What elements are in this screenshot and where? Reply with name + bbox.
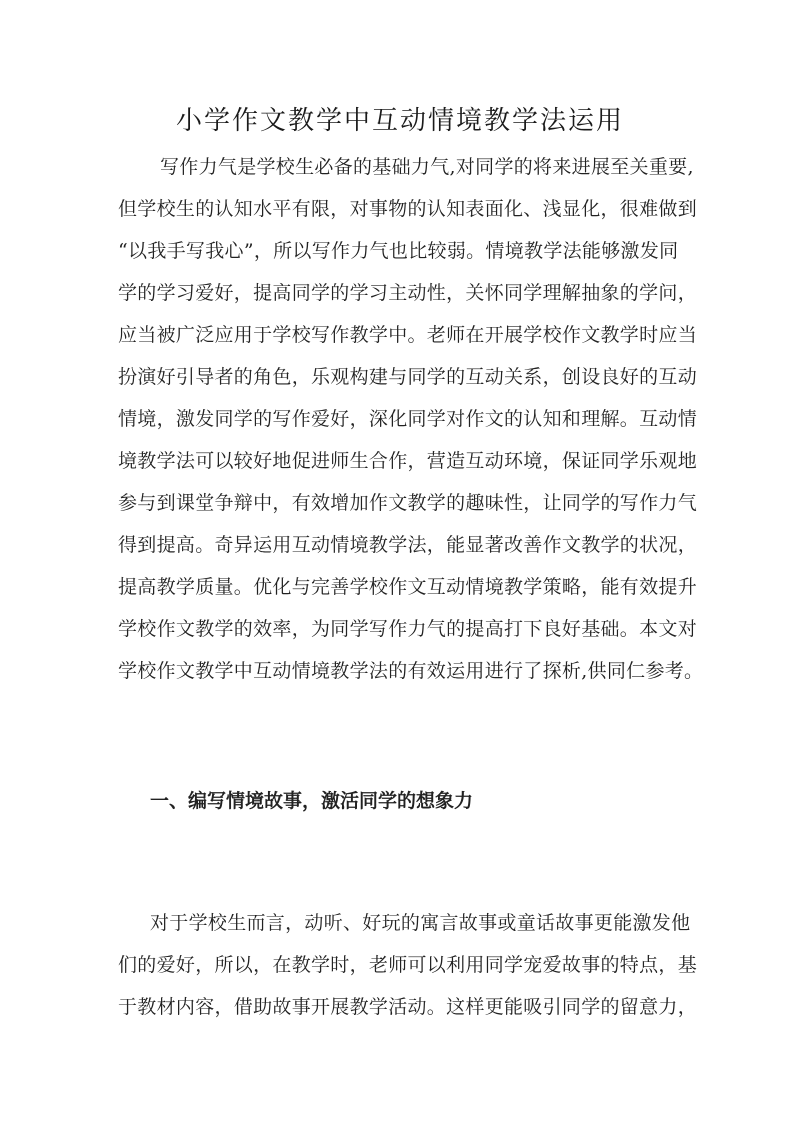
paragraph-line: 于教材内容，借助故事开展教学活动。这样更能吸引同学的留意力， — [118, 996, 698, 1018]
paragraph-line: 情境，激发同学的写作爱好，深化同学对作文的认知和理解。互动情 — [118, 408, 698, 430]
document-title: 小学作文教学中互动情境教学法运用 — [175, 106, 624, 136]
paragraph-line: 参与到课堂争辩中，有效增加作文教学的趣味性，让同学的写作力气 — [118, 492, 698, 514]
paragraph-line: 学校作文教学的效率，为同学写作力气的提高打下良好基础。本文对 — [118, 618, 698, 640]
section-heading: 一、编写情境故事，激活同学的想象力 — [150, 790, 474, 812]
paragraph-line: 扮演好引导者的角色，乐观构建与同学的互动关系，创设良好的互动 — [118, 366, 698, 388]
paragraph-line: 学校作文教学中互动情境教学法的有效运用进行了探析,供同仁参考。 — [118, 660, 704, 682]
paragraph-line: 提高教学质量。优化与完善学校作文互动情境教学策略，能有效提升 — [118, 576, 698, 598]
paragraph-line: 境教学法可以较好地促进师生合作，营造互动环境，保证同学乐观地 — [118, 450, 698, 472]
paragraph-line: 对于学校生而言，动听、好玩的寓言故事或童话故事更能激发他 — [150, 912, 691, 934]
paragraph-line: 但学校生的认知水平有限，对事物的认知表面化、浅显化，很难做到 — [118, 198, 698, 220]
paragraph-line: 学的学习爱好，提高同学的学习主动性，关怀同学理解抽象的学问， — [118, 282, 698, 304]
paragraph-line: 们的爱好，所以，在教学时，老师可以利用同学宠爱故事的特点，基 — [118, 954, 698, 976]
paragraph-line: 应当被广泛应用于学校写作教学中。老师在开展学校作文教学时应当 — [118, 324, 698, 346]
paragraph-line: 得到提高。奇异运用互动情境教学法，能显著改善作文教学的状况， — [118, 534, 698, 556]
paragraph-line: “以我手写我心”，所以写作力气也比较弱。情境教学法能够激发同 — [118, 240, 679, 262]
paragraph-line: 写作力气是学校生必备的基础力气,对同学的将来进展至关重要, — [160, 156, 694, 178]
